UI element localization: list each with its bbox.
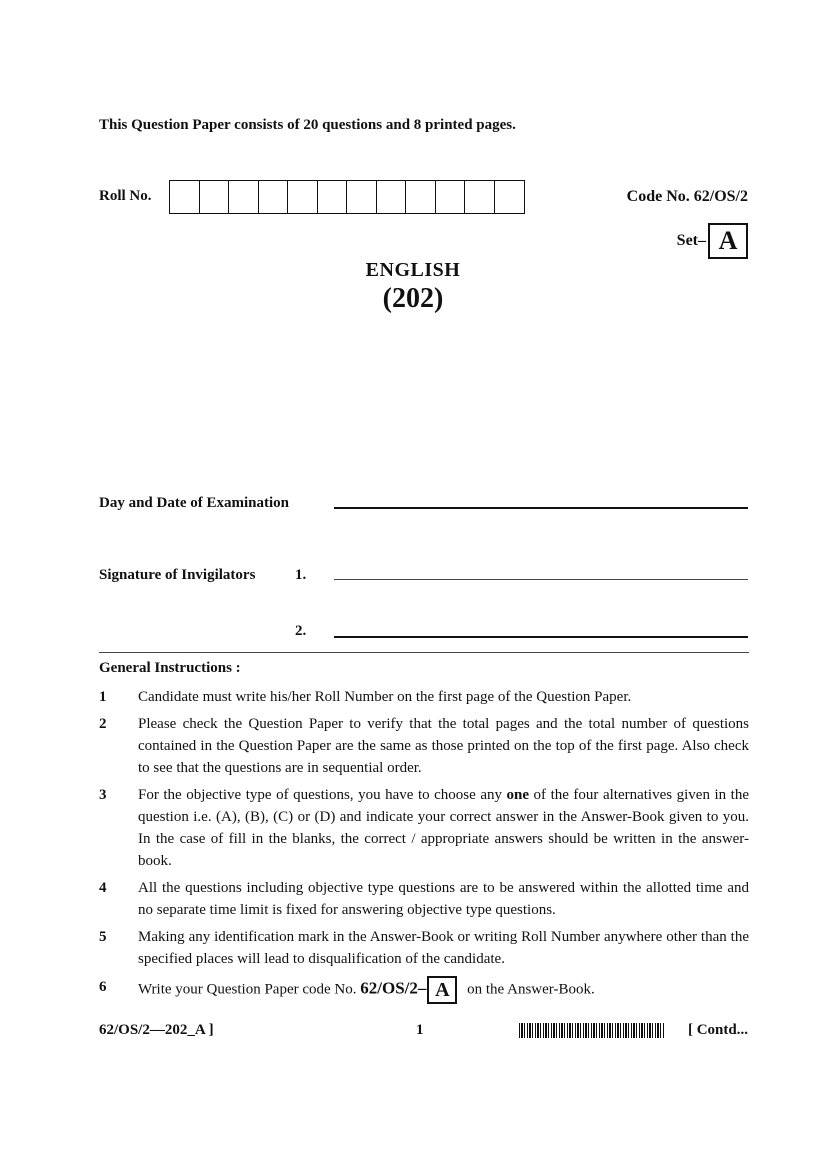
day-date-label: Day and Date of Examination — [99, 495, 290, 511]
instruction-number: 3 — [99, 787, 107, 803]
invigilator-1-line[interactable] — [334, 579, 748, 580]
general-instructions-title: General Instructions : — [99, 660, 241, 676]
instructions-list — [99, 686, 749, 1009]
code-number: Code No. 62/OS/2 — [626, 188, 748, 205]
roll-no-box[interactable] — [288, 181, 318, 213]
instruction-text-part: of the four alternatives given in the question i.e. (A), (B), (C) or (D) and indicate your correct answer in the Answer-Book given to you. In the case of fill in the blanks, the correct / appropriate answers should be written in the answer-book. — [138, 787, 749, 869]
invigilator-2-number: 2. — [295, 623, 307, 639]
instruction-text-part: on the Answer-Book. — [463, 981, 595, 998]
continued-label: [ Contd... — [687, 1022, 748, 1038]
subject-code: (202) — [382, 283, 444, 314]
instruction-text: Please check the Question Paper to verify that the total pages and the total number of questions contained in the Question Paper are the same as those printed on the top of the first page. Also check to see that the questions are in sequential order. — [138, 716, 749, 776]
instruction-number: 6 — [99, 979, 107, 995]
roll-no-box[interactable] — [377, 181, 407, 213]
instruction-item — [99, 713, 749, 779]
instruction-text-part: Write your Question Paper code No. — [138, 981, 361, 998]
invigilator-2-line[interactable] — [334, 636, 748, 638]
footer-paper-code: 62/OS/2—202_A ] — [99, 1022, 214, 1038]
instruction-item — [99, 877, 749, 921]
instruction-text — [138, 784, 749, 872]
instruction-item — [99, 926, 749, 970]
roll-no-box[interactable] — [229, 181, 259, 213]
section-divider — [99, 652, 749, 653]
set-value-box: A — [708, 223, 748, 259]
day-date-line[interactable] — [334, 507, 748, 509]
invigilator-1-number: 1. — [295, 567, 307, 583]
instruction-text: All the questions including objective type questions are to be answered within the allotted time and no separate time limit is fixed for answering objective type questions. — [138, 880, 749, 918]
instruction-number: 4 — [99, 880, 107, 896]
roll-no-box[interactable] — [200, 181, 230, 213]
instruction-text-part: For the objective type of questions, you have to choose any — [138, 787, 507, 803]
page-number: 1 — [416, 1022, 424, 1038]
instruction-emphasis: one — [506, 787, 530, 803]
roll-no-box[interactable] — [170, 181, 200, 213]
instruction-item — [99, 784, 749, 872]
paper-info-line: This Question Paper consists of 20 questions and 8 printed pages. — [99, 117, 516, 133]
instruction-text: Making any identification mark in the Answer-Book or writing Roll Number anywhere other than the specified places will lead to disqualification of the candidate. — [138, 929, 749, 967]
instruction-item — [99, 976, 749, 1004]
roll-no-box[interactable] — [347, 181, 377, 213]
set-indicator — [677, 223, 748, 259]
paper-code-inline: 62/OS/2– — [360, 978, 427, 998]
instruction-number: 5 — [99, 929, 107, 945]
instruction-text: Candidate must write his/her Roll Number on the first page of the Question Paper. — [138, 689, 632, 705]
set-label: Set– — [676, 232, 706, 249]
roll-no-box[interactable] — [259, 181, 289, 213]
instruction-item — [99, 686, 749, 708]
invigilators-label: Signature of Invigilators — [99, 567, 256, 583]
roll-no-box[interactable] — [406, 181, 436, 213]
roll-no-box[interactable] — [436, 181, 466, 213]
roll-no-boxes[interactable] — [169, 180, 525, 214]
roll-no-box[interactable] — [495, 181, 525, 213]
instruction-number: 2 — [99, 716, 107, 732]
barcode-icon — [519, 1023, 665, 1038]
subject-name: ENGLISH — [365, 259, 461, 281]
roll-no-box[interactable] — [318, 181, 348, 213]
set-inline-box: A — [427, 976, 457, 1004]
roll-no-box[interactable] — [465, 181, 495, 213]
instruction-number: 1 — [99, 689, 107, 705]
instruction-text — [138, 976, 749, 1004]
roll-no-label: Roll No. — [99, 188, 152, 204]
